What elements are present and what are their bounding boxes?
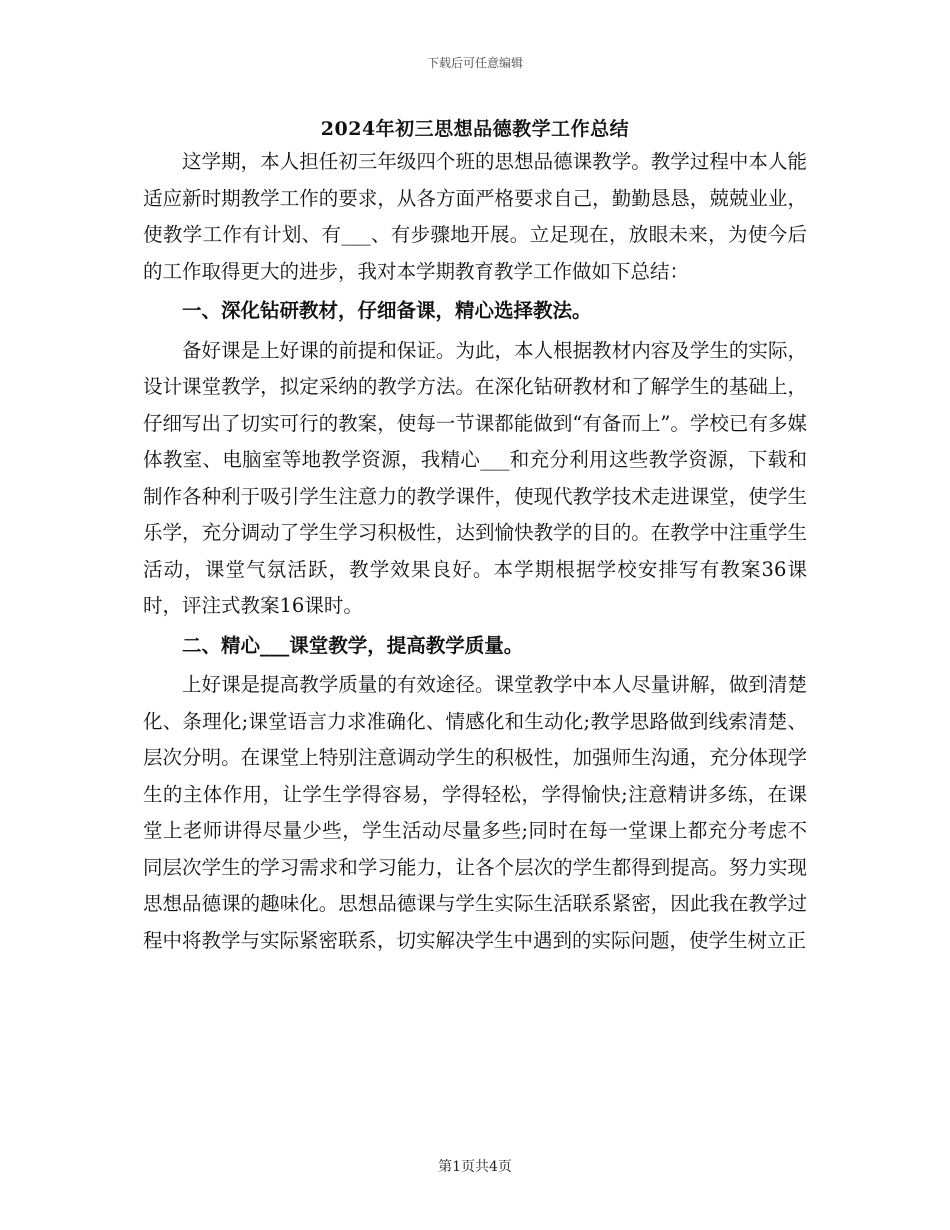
section-heading-1: 一、深化钻研教材，仔细备课，精心选择教法。: [182, 299, 592, 322]
section-1-paragraph: 备好课是上好课的前提和保证。为此，本人根据教材内容及学生的实际，设计课堂教学，拟定采纳的教学方法。在深化钻研教材和了解学生的基础上，仔细写出了切实可行的教案，使每一节课都能做到“有备而上”。学校已有多媒体教室、电脑室等地教学资源，我精心___和充分利用这些教学资源，下载和制作各种利于吸引学生注意力的教学课件，使现代教学技术走进课堂，使学生乐学，充分调动了学生学习积极性，达到愉快教学的目的。在教学中注重学生活动，课堂气氛活跃，教学效果良好。本学期根据学校安排写有教案36课时，评注式教案16课时。: [143, 338, 807, 617]
header-note: 下载后可任意编辑: [426, 56, 523, 70]
page-footer: 第1页共4页: [438, 1159, 512, 1175]
document-body: [143, 144, 807, 959]
section-heading-2: 二、精心___课堂教学，提高教学质量。: [182, 633, 524, 657]
intro-paragraph: 这学期，本人担任初三年级四个班的思想品德课教学。教学过程中本人能适应新时期教学工作的要求，从各方面严格要求自己，勤勤恳恳，兢兢业业，使教学工作有计划、有___、有步骤地开展。立足现在，放眼未来，为使今后的工作取得更大的进步，我对本学期教育教学工作做如下总结：: [143, 150, 807, 283]
section-2-paragraph: 上好课是提高教学质量的有效途径。课堂教学中本人尽量讲解，做到清楚化、条理化;课堂语言力求准确化、情感化和生动化;教学思路做到线索清楚、层次分明。在课堂上特别注意调动学生的积极性，加强师生沟通，充分体现学生的主体作用，让学生学得容易，学得轻松，学得愉快;注意精讲多练，在课堂上老师讲得尽量少些，学生活动尽量多些;同时在每一堂课上都充分考虑不同层次学生的学习需求和学习能力，让各个层次的学生都得到提高。努力实现思想品德课的趣味化。思想品德课与学生实际生活联系紧密，因此我在教学过程中将教学与实际紧密联系，切实解决学生中遇到的实际问题，使学生树立正: [143, 673, 807, 952]
document-title: 2024年初三思想品德教学工作总结: [320, 118, 630, 140]
